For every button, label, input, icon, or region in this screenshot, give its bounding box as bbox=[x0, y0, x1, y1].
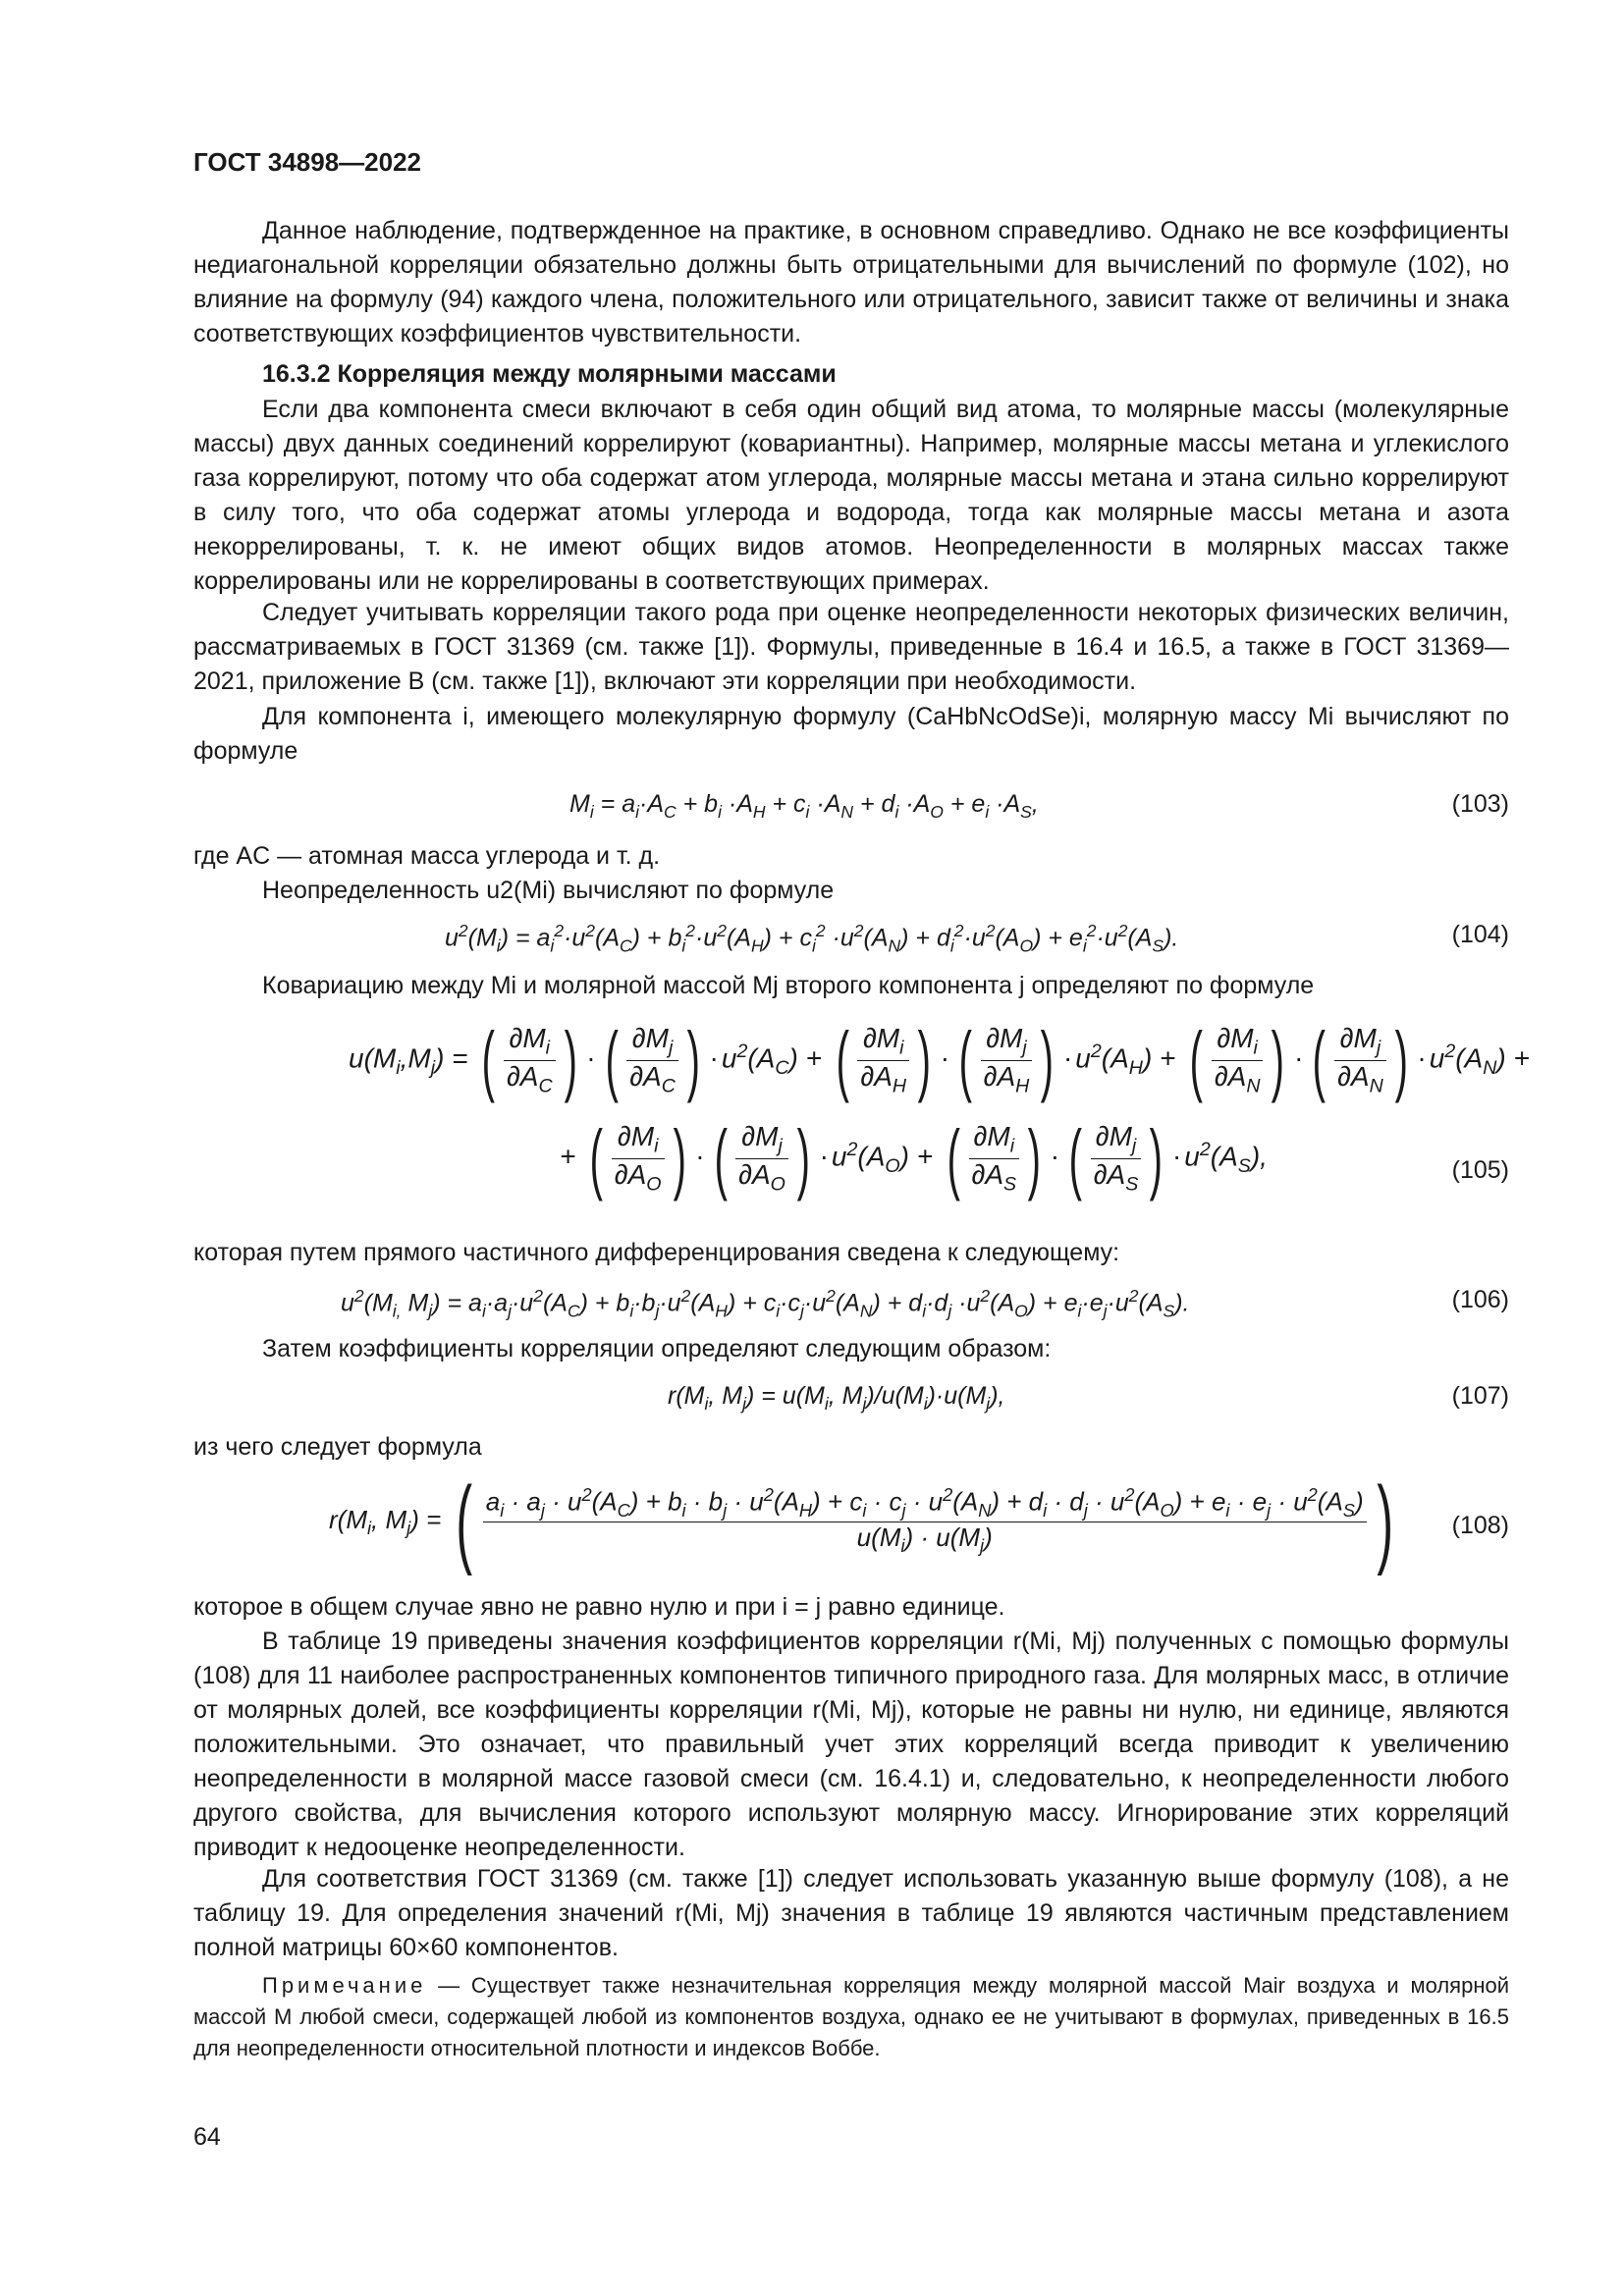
formula-106-number: (106) bbox=[1451, 1286, 1509, 1313]
formula-103: $M_i = a_i\cdot A_C + b_i \cdot A_H + c_i \cdot A_N + d_i \cdot A_O + e_i \cdot A_S$, bbox=[569, 790, 1039, 822]
formula-104-number: (104) bbox=[1451, 921, 1509, 948]
formula-105-number: (105) bbox=[1451, 1156, 1509, 1184]
line-where: где AC — атомная масса углерода и т. д. bbox=[193, 842, 661, 870]
formula-106: $u^2(M_{i,}$ $M_j) = a_i\cdot a_j\cdot u^2(A_C) + b_i\cdot b_j\cdot u^2(A_H) + c_i\cdot c_j\cdot u^2(A_N) + d_i\cdot d_j \cdot u^2(A_O) + e_i\cdot e_j\cdot u^2(A_S)$. bbox=[341, 1286, 1190, 1321]
formula-108-number: (108) bbox=[1451, 1512, 1509, 1539]
formula-107-number: (107) bbox=[1451, 1382, 1509, 1410]
note bbox=[193, 1970, 1509, 2064]
note-label: Примечание bbox=[262, 1973, 427, 1998]
line-from: из чего следует формула bbox=[193, 1433, 482, 1461]
page-number: 64 bbox=[193, 2123, 221, 2151]
line-then: Затем коэффициенты корреляции определяют следующим образом: bbox=[262, 1335, 1052, 1362]
paragraph-3: Следует учитывать корреляции такого рода при оценке неопределенности некоторых физических величин, рассматриваемых в ГОСТ 31369 (см. также [1]). Формулы, приведенные в 16.4 и 16.5, а также в ГОСТ 31369—2021, приложение В (см. также [1]), включают эти корреляции при необходимости. bbox=[193, 599, 1509, 695]
paragraph-1: Данное наблюдение, подтвержденное на практике, в основном справедливо. Однако не все коэффициенты недиагональной корреляции обязательно должны быть отрицательными для вычислений по формуле (102), но влияние на формулу (94) каждого члена, положительного или отрицательного, зависит также от величины и знака соответствующих коэффициентов чувствительности. bbox=[193, 217, 1509, 347]
paragraph-5: В таблице 19 приведены значения коэффициентов корреляции r(Mi, Mj) полученных с помощью формулы (108) для 11 наиболее распространенных компонентов типичного природного газа. Для молярных масс, в отличие от молярных долей, все коэффициенты корреляции r(Mi, Mj), которые не равны ни нулю, ни единице, являются положительными. Это означает, что правильный учет этих корреляций всегда приводит к увеличению неопределенности в молярной массе газовой смеси (см. 16.4.1) и, следовательно, к неопределенности любого другого свойства, для вычисления которого используют молярную массу. Игнорирование этих корреляций приводит к недооценке неопределенности. bbox=[193, 1628, 1509, 1861]
formula-105-line-2: + ( $\frac{\partial M_i}{\partial A_O}$ ) · ( $\frac{\partial M_j}{\partial A_O}$ ) · $u^2(A_O)$ + ( $\frac{\partial M_i}{\partial A_S}$ ) · ( $\frac{\partial M_j}{\partial A_S}$ ) · $u^2(A_S)$, bbox=[560, 1114, 1268, 1201]
paragraph-4: Для компонента i, имеющего молекулярную формулу (CaHbNcOdSe)i, молярную массу Mi вычисляют по формуле bbox=[193, 703, 1509, 765]
line-uncertainty: Неопределенность u2(Mi) вычисляют по формуле bbox=[262, 877, 835, 904]
line-which: которая путем прямого частичного дифференцирования сведена к следующему: bbox=[193, 1239, 1120, 1266]
note-text: — Существует также незначительная корреляция между молярной массой Mair воздуха и молярной массой M любой смеси, содержащей любой из компонентов воздуха, однако ее не учитывают в формулах, приведенных в 16.5 для неопределенности относительной плотности и индексов Воббе. bbox=[193, 1973, 1509, 2060]
paragraph-6: Для соответствия ГОСТ 31369 (см. также [1]) следует использовать указанную выше формулу (108), а не таблицу 19. Для определения значений r(Mi, Mj) значения в таблице 19 являются частичным представлением полной матрицы 60×60 компонентов. bbox=[193, 1865, 1509, 1961]
document-header: ГОСТ 34898—2022 bbox=[193, 147, 421, 177]
formula-104: $u^2(M_i) = a_i^2\cdot u^2(A_C) + b_i^2\cdot u^2(A_H) + c_i^2 \cdot u^2(A_N) + d_i^2\cdot u^2(A_O) + e_i^2\cdot u^2(A_S)$. bbox=[445, 921, 1179, 956]
paragraph-2: Если два компонента смеси включают в себя один общий вид атома, то молярные массы (молекулярные массы) двух данных соединений коррелируют (ковариантны). Например, молярные массы метана и углекислого газа коррелируют, потому что оба содержат атом углерода, молярные массы метана и этана сильно коррелируют в силу того, что оба содержат атомы углерода и водорода, тогда как молярные массы метана и азота некоррелированы, т. к. не имеют общих видов атомов. Неопределенности в молярных массах также коррелированы или не коррелированы в соответствующих примерах. bbox=[193, 396, 1509, 595]
section-heading: 16.3.2 Корреляция между молярными массами bbox=[262, 360, 837, 388]
line-covariance: Ковариацию между Mi и молярной массой Mj второго компонента j определяют по формуле bbox=[262, 972, 1315, 999]
formula-108: $r(M_i$, $M_j$) = ( $a_i \cdot a_j \cdot u^2(A_C) + b_i \cdot b_j \cdot u^2(A_H) + c_i \cdot c_j \cdot u^2(A_N) + d_i \cdot d_j \cdot u^2(A_O) + e_i \cdot e_j \cdot u^2(A_S)$ $u(M_i) \cdot u(M_j)$ ) bbox=[329, 1467, 1393, 1576]
formula-107: $r(M_i$, $M_j) = u(M_i$, $M_j)/u(M_i)\cdot u(M_j)$, bbox=[668, 1382, 1005, 1414]
formula-105-line-1: $u(M_i,M_j)$ = ( $\frac{\partial M_i}{\partial A_C}$ ) · ( $\frac{\partial M_j}{\partial A_C}$ ) · $u^2(A_C)$ + ( $\frac{\partial M_i}{\partial A_H}$ ) · ( $\frac{\partial M_j}{\partial A_H}$ ) · $u^2(A_H)$ + ( $\frac{\partial M_i}{\partial A_N}$ ) · ( $\frac{\partial M_j}{\partial A_N}$ ) · $u^2(A_N)$ + bbox=[349, 1016, 1530, 1103]
line-general: которое в общем случае явно не равно нулю и при i = j равно единице. bbox=[193, 1593, 1005, 1621]
formula-103-number: (103) bbox=[1451, 790, 1509, 818]
